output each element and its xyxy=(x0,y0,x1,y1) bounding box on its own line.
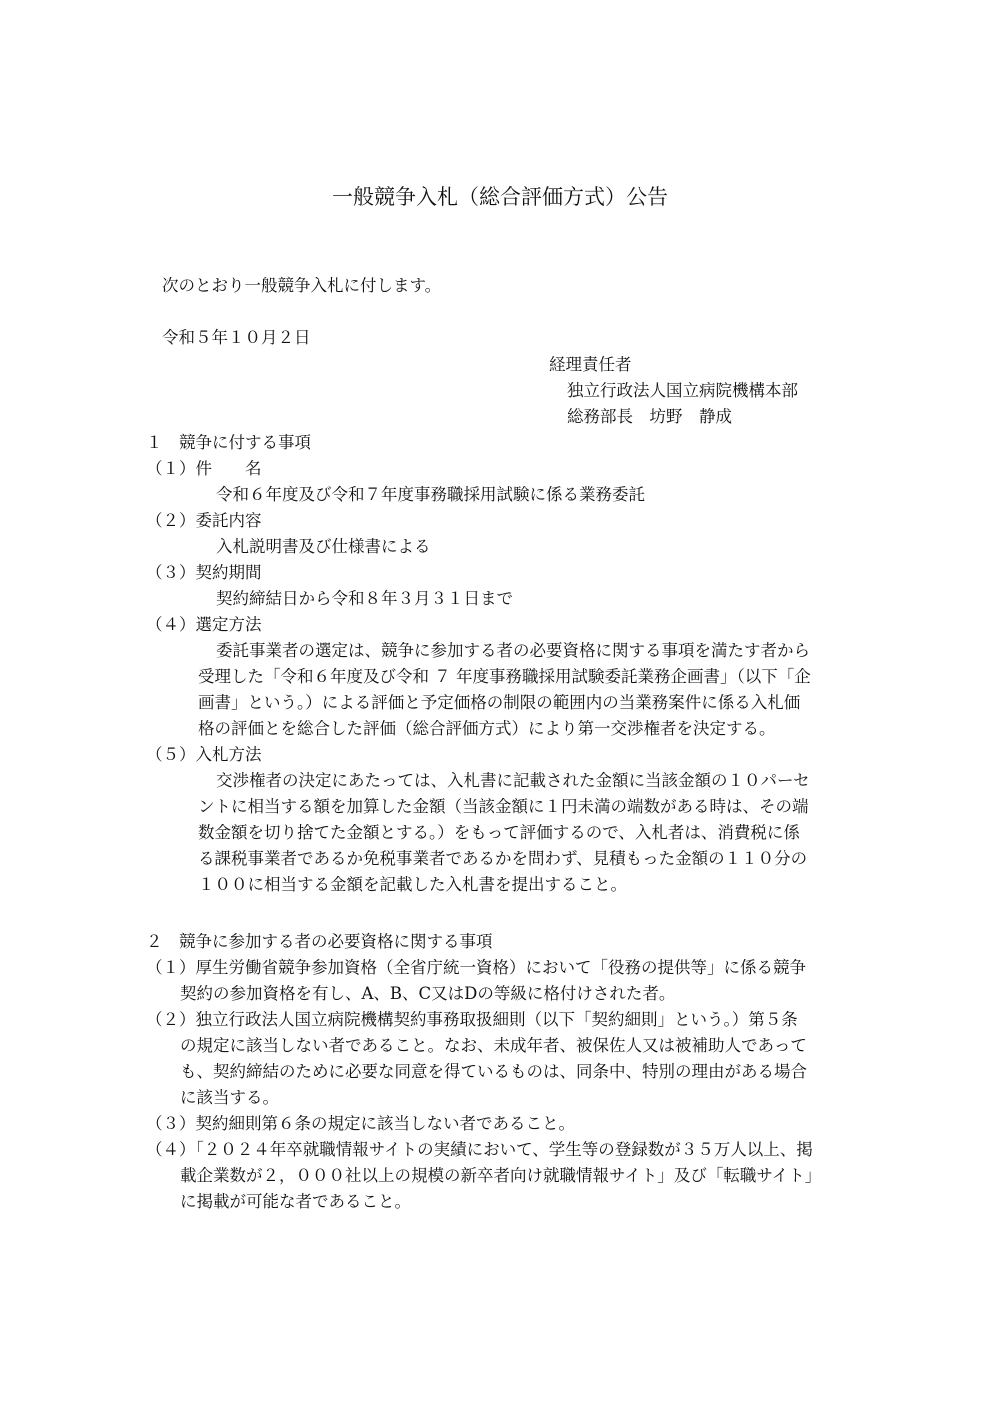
section2-item-line: も、契約締結のために必要な同意を得ているものは、同条中、特別の理由がある場合 xyxy=(180,1062,807,1081)
section1-item-line: 契約締結日から令和８年３月３１日まで xyxy=(216,589,513,608)
section1-item-label: （５）入札方法 xyxy=(146,745,262,764)
section1-item-label: （１）件 名 xyxy=(146,459,262,478)
announcement-date: 令和５年１０月２日 xyxy=(162,328,311,347)
section1-item-line: る課税事業者であるか免税事業者であるかを問わず、見積もった金額の１１０分の xyxy=(198,849,808,868)
section2-item-line: 契約の参加資格を有し、A、B、C又はDの等級に格付けされた者。 xyxy=(180,984,676,1003)
section1-item-label: （４）選定方法 xyxy=(146,615,262,634)
signatory-role: 経理責任者 xyxy=(549,355,632,374)
section2-item-line: （１）厚生労働省競争参加資格（全省庁統一資格）において「役務の提供等」に係る競争 xyxy=(146,958,806,977)
section1-item-line: ントに相当する額を加算した金額（当該金額に１円未満の端数がある時は、その端 xyxy=(198,797,809,816)
section1-item-label: （２）委託内容 xyxy=(146,511,262,530)
section2-item-line: に該当する。 xyxy=(180,1088,279,1107)
section1-item-line: 入札説明書及び仕様書による xyxy=(216,537,431,556)
section1-item-label: （３）契約期間 xyxy=(146,563,262,582)
section1-item-line: 委託事業者の選定は、競争に参加する者の必要資格に関する事項を満たす者から xyxy=(216,641,810,660)
section1-item-line: 交渉権者の決定にあたっては、入札書に記載された金額に当該金額の１０パーセ xyxy=(216,771,810,790)
intro-text: 次のとおり一般競争入札に付します。 xyxy=(162,276,442,295)
section2-item-line: の規定に該当しない者であること。なお、未成年者、被保佐人又は被補助人であって xyxy=(180,1036,807,1055)
section1-item-line: 格の評価とを総合した評価（総合評価方式）により第一交渉権者を決定する。 xyxy=(198,719,776,738)
section1-item-line: 数金額を切り捨てた金額とする。）をもって評価するので、入札者は、消費税に係 xyxy=(198,823,800,842)
section2-heading: ２ 競争に参加する者の必要資格に関する事項 xyxy=(146,932,493,951)
signatory-name: 総務部長 坊野 静成 xyxy=(567,407,732,426)
section1-item-line: １００に相当する金額を記載した入札書を提出すること。 xyxy=(198,875,627,894)
page-title: 一般競争入札（総合評価方式）公告 xyxy=(332,185,668,209)
signatory-org: 独立行政法人国立病院機構本部 xyxy=(567,381,798,400)
section2-item-line: （３）契約細則第６条の規定に該当しない者であること。 xyxy=(146,1114,575,1133)
section2-item-line: （４）「２０２４年卒就職情報サイトの実績において、学生等の登録数が３５万人以上、掲 xyxy=(146,1140,813,1159)
section1-item-line: 令和６年度及び令和７年度事務職採用試験に係る業務委託 xyxy=(216,485,645,504)
section1-item-line: 画書」という。）による評価と予定価格の制限の範囲内の当業務案件に係る入札価 xyxy=(198,693,801,712)
section1-heading: １ 競争に付する事項 xyxy=(146,433,311,452)
section2-item-line: に掲載が可能な者であること。 xyxy=(180,1192,411,1211)
section2-item-line: （２）独立行政法人国立病院機構契約事務取扱細則（以下「契約細則」という。）第５条 xyxy=(146,1010,798,1029)
section1-item-line: 受理した「令和６年度及び令和 ７ 年度事務職採用試験委託業務企画書」（以下「企 xyxy=(198,667,811,686)
section2-item-line: 載企業数が２，０００社以上の規模の新卒者向け就職情報サイト」及び「転職サイト」 xyxy=(180,1166,822,1185)
